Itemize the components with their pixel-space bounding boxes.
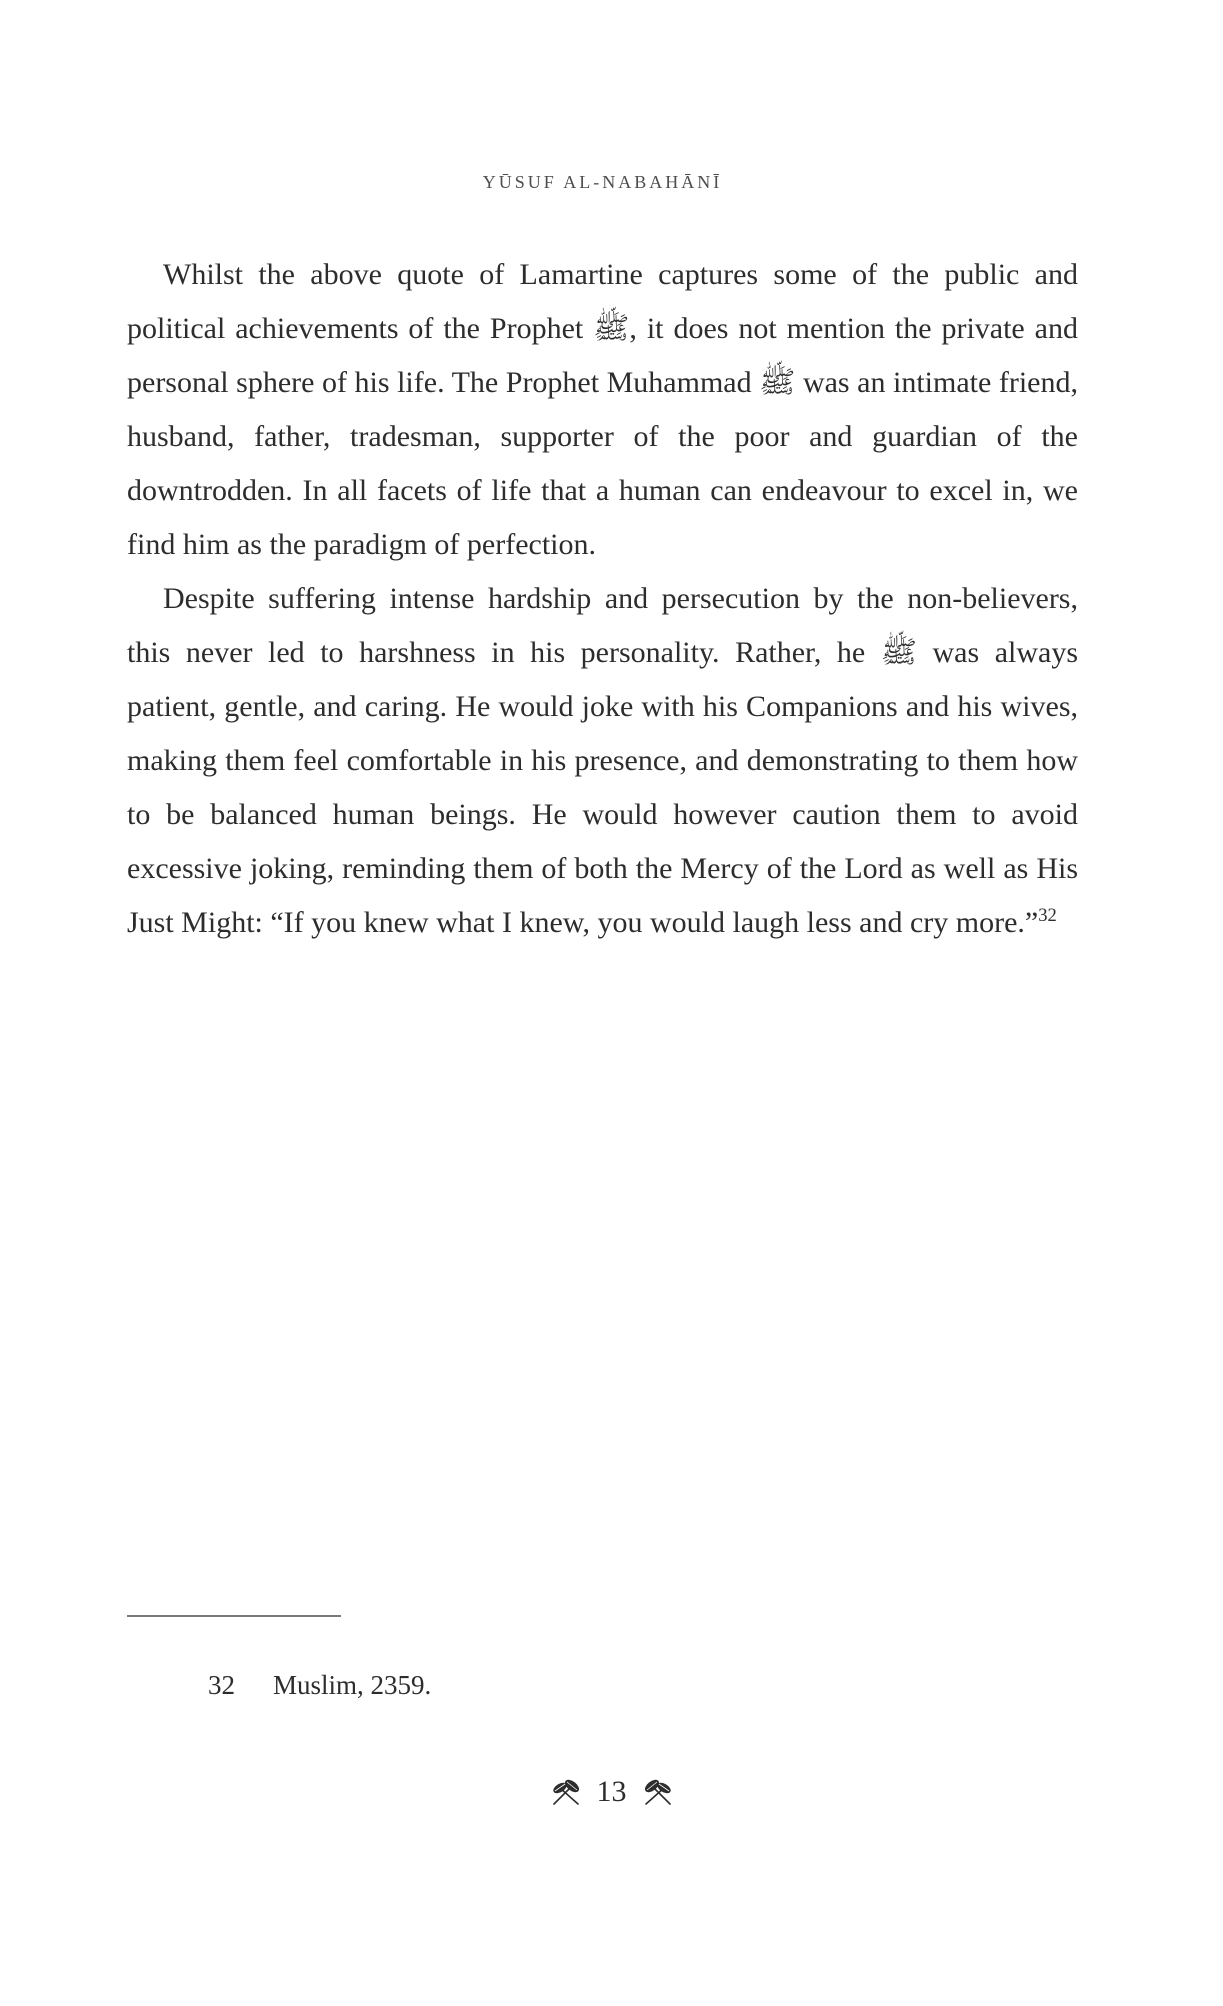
paragraph (127, 248, 1078, 572)
footnote-text: Muslim, 2359. (273, 1670, 432, 1700)
running-header: YŪSUF AL-NABAHĀNĪ (482, 172, 723, 192)
footnote-number: 32 (208, 1670, 235, 1700)
footnote-reference: 32 (1038, 905, 1057, 926)
page-footer (0, 1770, 1223, 1814)
paragraph-text: Despite suffering intense hardship and persecution by the non-believers, this never led to harshness in his personality. Rather, he ﷺ was always patient, gentle, and caring. He would joke with his Companions and his wives, making them feel comfortable in his presence, and demonstrating to them how to be balanced human beings. He would however caution them to avoid excessive joking, reminding them of both the Mercy of the Lord as well as His Just Might: “If you knew what I knew, you would laugh less and cry more.” (127, 582, 1078, 939)
body-text (127, 248, 1078, 950)
page-number: 13 (596, 1775, 627, 1808)
leaf-sprig-left-icon (549, 1778, 581, 1806)
footnote (208, 1668, 431, 1702)
paragraph (127, 572, 1078, 950)
paragraph-text: Whilst the above quote of Lamartine captures some of the public and political achievements of the Prophet ﷺ, it does not mention the private and personal sphere of his life. The Prophet Muhammad ﷺ was an intimate friend, husband, father, tradesman, supporter of the poor and guardian of the downtrodden. In all facets of life that a human can endeavour to excel in, we find him as the paradigm of perfection. (127, 258, 1078, 561)
leaf-sprig-right-icon (643, 1778, 675, 1806)
footnote-separator-rule (127, 1615, 341, 1617)
